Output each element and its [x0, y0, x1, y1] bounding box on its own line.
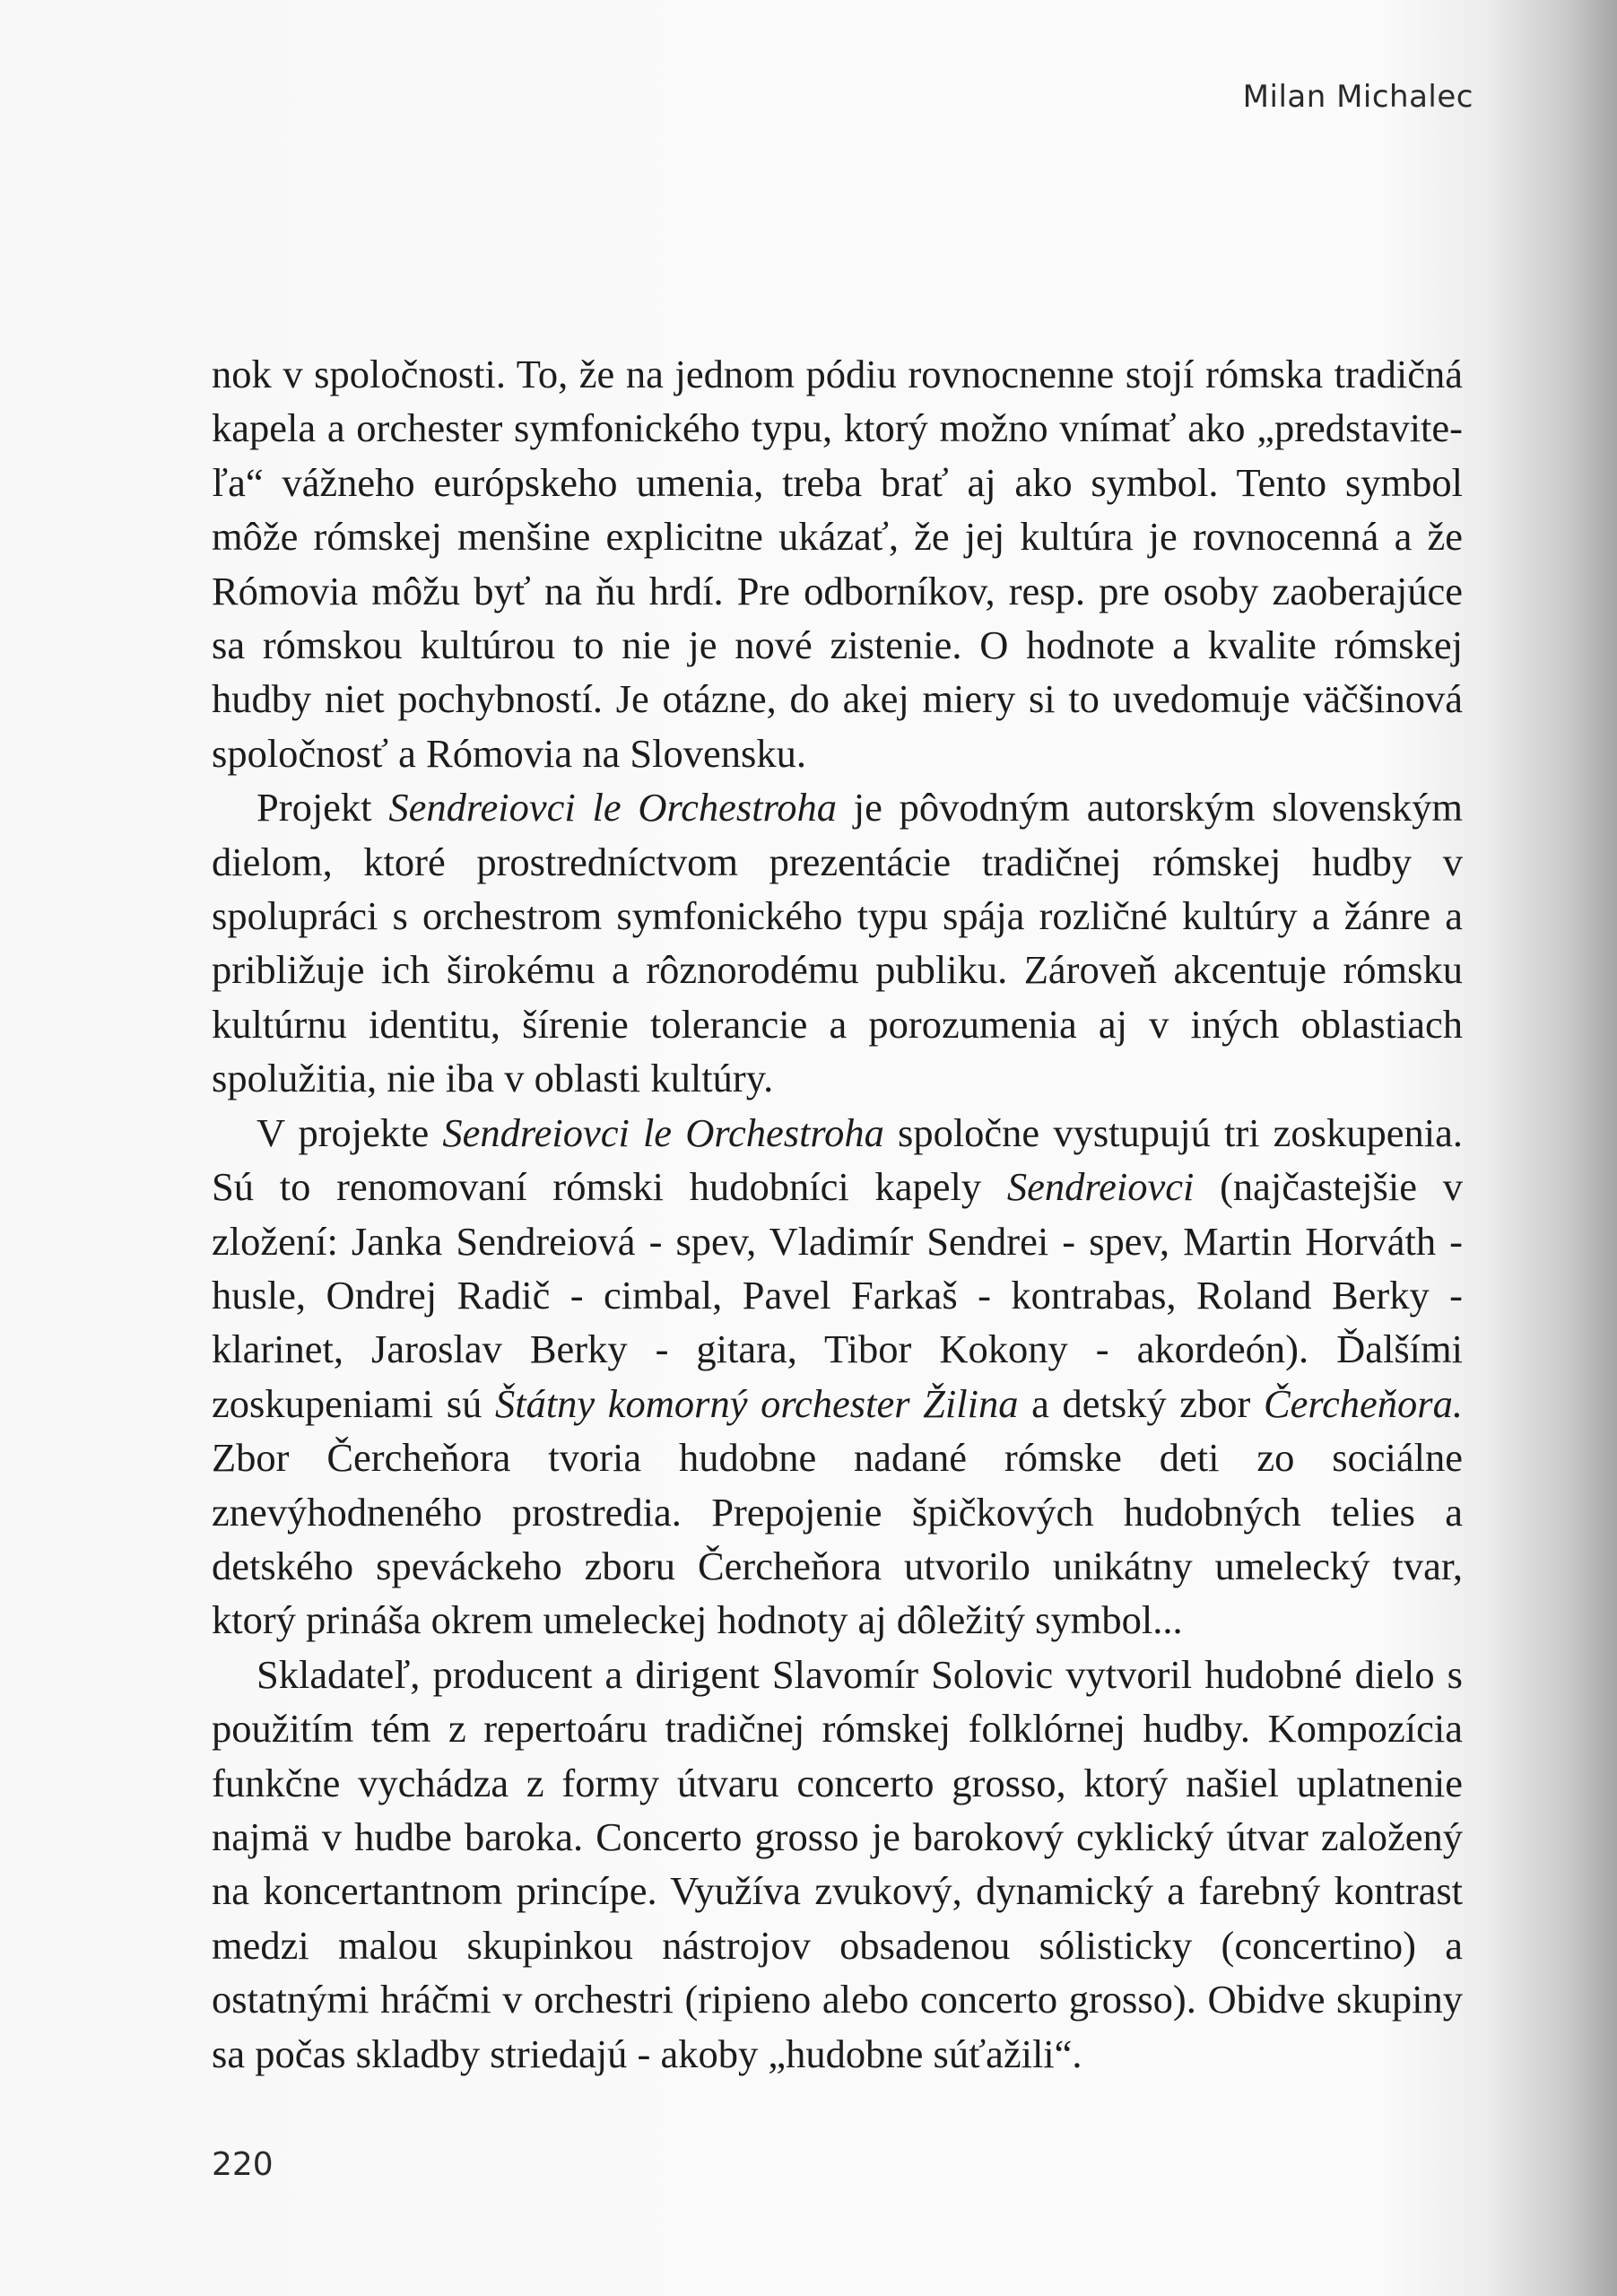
text-run: V projekte — [256, 1109, 443, 1155]
italic-text-run: Čercheňora. — [1263, 1380, 1463, 1426]
text-run: Projekt — [256, 785, 389, 831]
text-run: Zbor Čercheňora tvoria hudobne nadané rómske deti zo sociálne znevýhodneného prostredia. Prepojenie špičkových hudobných telies a detského speváckeho zboru Čercheňora utvorilo unikátny umelecký tvar, ktorý prináša okrem umeleckej hodnoty aj dôležitý symbol... — [212, 1435, 1463, 1643]
text-run: spoločne vystupujú tri zoskupenia. Sú to renomovaní rómski hudobníci kapely — [212, 1109, 1463, 1210]
text-run: (najčastejšie v zložení: Janka Sendreiová - spev, Vladimír Sendrei - spev, Martin Horváth - husle, Ondrej Radič - cimbal, Pavel Farkaš - kontrabas, Roland Berky - klarinet, Jaroslav Berky - gitara, Tibor Kokony - akordeón). Ďalšími zoskupeniami sú — [212, 1164, 1463, 1426]
paragraph — [212, 780, 1463, 1105]
paragraph — [212, 1106, 1463, 1648]
paragraph — [212, 347, 1463, 780]
italic-text-run: Sendreiovci le Orchestroha — [442, 1109, 884, 1155]
body-text — [212, 347, 1463, 2081]
paragraph — [212, 1648, 1463, 2081]
running-header-author: Milan Michalec — [1242, 79, 1474, 115]
italic-text-run: Štátny komorný orchester Žilina — [494, 1380, 1019, 1426]
page-number: 220 — [212, 2146, 274, 2183]
text-run: nok v spoločnosti. To, že na jednom pódiu rovnocnenne stojí rómska tradičná kapela a orchester symfonického typu, ktorý možno vnímať ako „predstavite-ľa“ vážneho európskeho umenia, treba brať aj ako symbol. Tento symbol môže rómskej menšine explicitne ukázať, že jej kultúra je rovnocenná a že Rómovia môžu byť na ňu hrdí. Pre odborníkov, resp. pre osoby zaoberajúce sa rómskou kultúrou to nie je nové zistenie. O hodnote a kvalite rómskej hudby niet pochybností. Je otázne, do akej miery si to uvedomuje väčšinová spoločnosť a Rómovia na Slovensku. — [212, 352, 1463, 776]
text-run: Skladateľ, producent a dirigent Slavomír Solovic vytvoril hudobné dielo s použitím tém z repertoáru tradičnej rómskej folklórnej hudby. Kompozícia funkčne vychádza z formy útvaru concerto grosso, ktorý našiel uplatnenie najmä v hudbe baroka. Concerto grosso je barokový cyklický útvar založený na koncertantnom princípe. Využíva zvukový, dynamický a farebný kontrast medzi malou skupinkou nástrojov obsadenou sólisticky (concertino) a ostatnými hráčmi v orchestri (ripieno alebo concerto grosso). Obidve skupiny sa počas skladby striedajú - akoby „hudobne súťažili“. — [212, 1651, 1463, 2076]
italic-text-run: Sendreiovci le Orchestroha — [388, 785, 837, 831]
text-run: je pôvodným autorským slovenským dielom, ktoré prostredníctvom prezentácie tradičnej rómskej hudby v spolupráci s orchestrom symfonického typu spája rozličné kultúry a žánre a približuje ich širokému a rôznorodému publiku. Zároveň akcentuje rómsku kultúrnu identitu, šírenie tolerancie a porozumenia aj v iných oblastiach spolužitia, nie iba v oblasti kultúry. — [212, 785, 1463, 1101]
italic-text-run: Sendreiovci — [1006, 1164, 1195, 1210]
text-run: a detský zbor — [1018, 1380, 1264, 1426]
